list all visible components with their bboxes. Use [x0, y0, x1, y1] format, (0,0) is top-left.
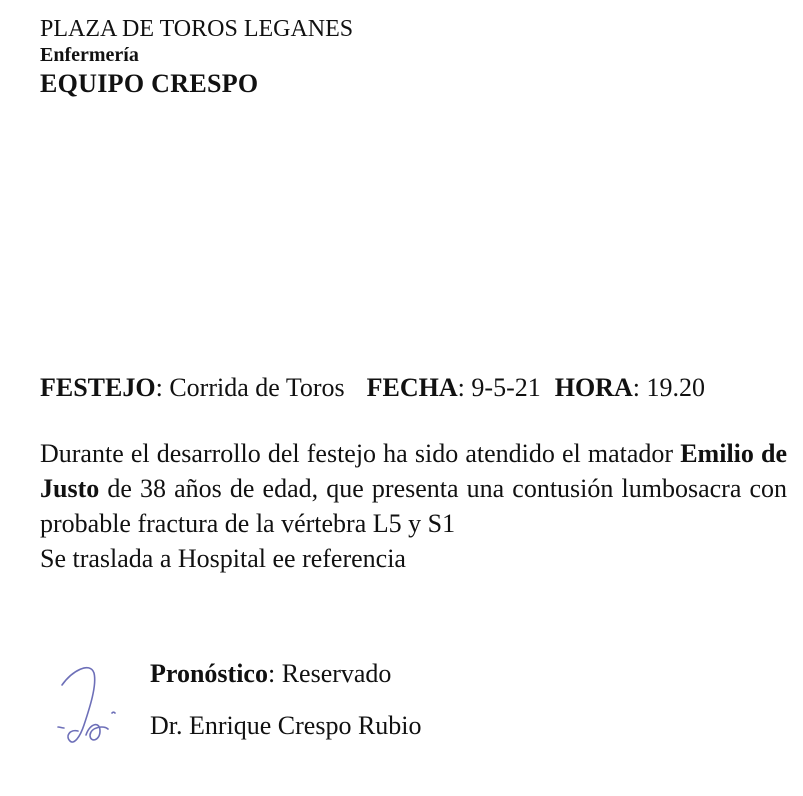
- team-name: EQUIPO CRESPO: [40, 69, 259, 98]
- report-intro: Durante el desarrollo del festejo ha sido atendido el matador: [40, 439, 674, 468]
- hora-value: 19.20: [646, 373, 705, 402]
- report-body: [40, 436, 787, 576]
- fecha-value: 9-5-21: [471, 373, 541, 402]
- prognosis-label: Pronóstico: [150, 659, 268, 688]
- document-header: [40, 17, 353, 97]
- department-name: Enfermería: [40, 44, 139, 66]
- transfer-note: Se traslada a Hospital ee referencia: [40, 544, 406, 573]
- organization-name: PLAZA DE TOROS LEGANES: [40, 16, 354, 42]
- festejo-label: FESTEJO: [40, 373, 156, 402]
- patient-name: Emilio de Justo: [40, 439, 788, 503]
- report-details: de 38 años de edad, que presenta una contusión lumbosacra con probable fractura de la vértebra L5 y S1: [40, 474, 788, 538]
- hora-label: HORA: [554, 373, 633, 402]
- prognosis-line: Pronóstico: Reservado: [150, 659, 392, 688]
- signature-strokes: [58, 668, 115, 742]
- signature-mark: [50, 655, 130, 765]
- fecha-label: FECHA: [366, 373, 458, 402]
- festejo-value: Corrida de Toros: [169, 373, 345, 402]
- report-paragraph: [40, 436, 787, 541]
- prognosis-value: Reservado: [281, 659, 392, 688]
- event-info-line: FESTEJO: Corrida de Toros FECHA: 9-5-21 HORA: 19.20: [40, 373, 705, 402]
- doctor-name: Dr. Enrique Crespo Rubio: [150, 711, 422, 740]
